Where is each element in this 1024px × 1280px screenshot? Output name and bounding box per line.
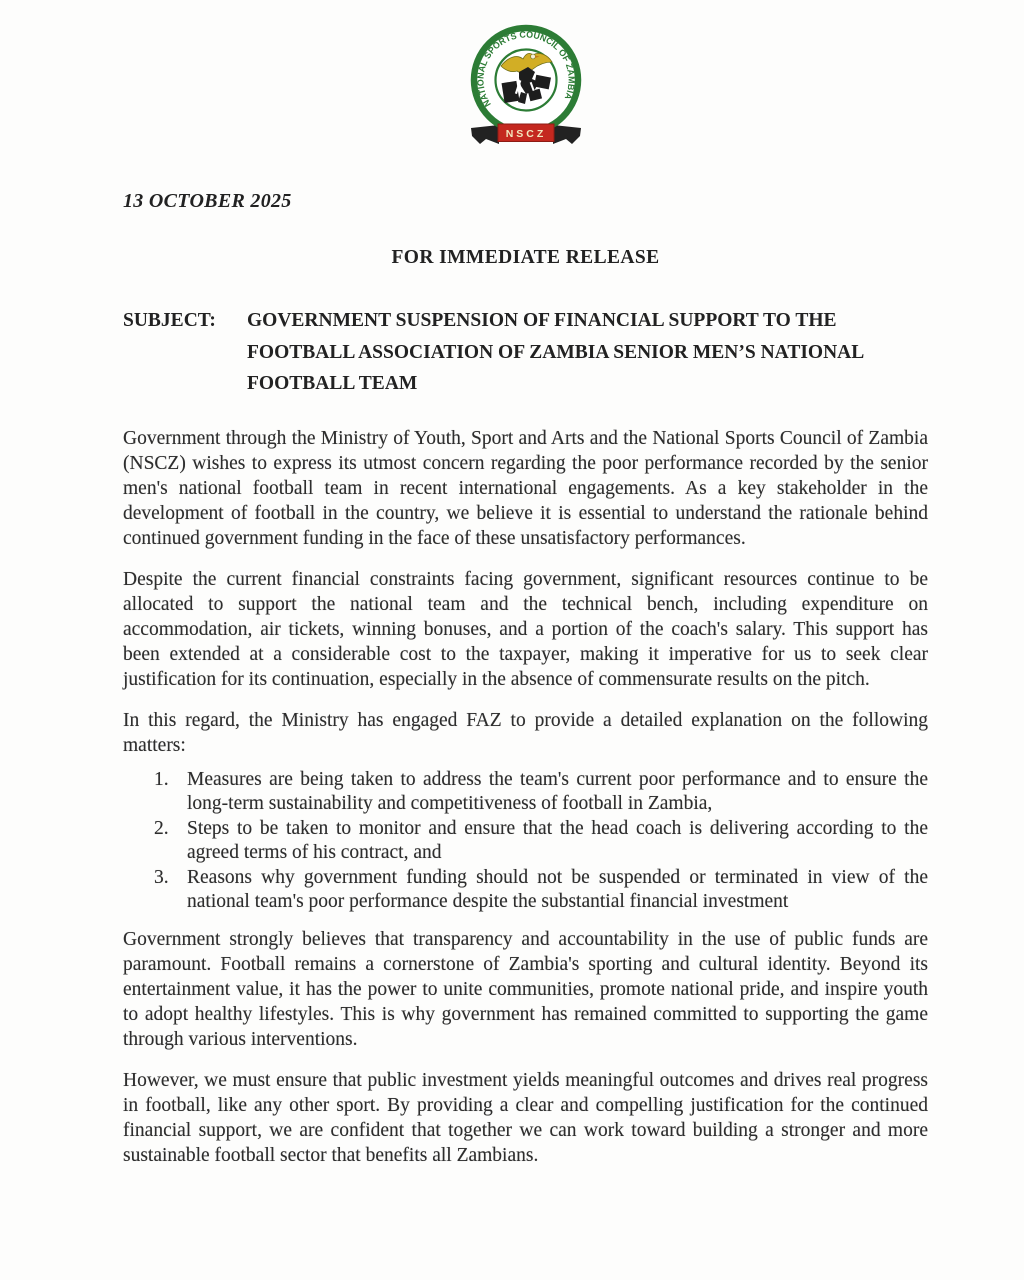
body-text <box>123 426 928 1168</box>
document-content <box>123 0 928 1168</box>
subject-label: SUBJECT: <box>123 310 216 331</box>
release-line: FOR IMMEDIATE RELEASE <box>391 247 660 268</box>
paragraph-2: Despite the current financial constraints facing government, significant resources continue to be allocated to support the national team and the technical bench, including expenditure on accommodation, air tickets, winning bonuses, and a portion of the coach's salary. This support has been extended at a considerable cost to the taxpayer, making it imperative for us to seek clear justification for its continuation, especially in the absence of commensurate results on the pitch. <box>123 568 928 690</box>
list-item-1: Measures are being taken to address the team's current poor performance and to ensure the long-term sustainability and competitiveness of football in Zambia, <box>187 768 928 814</box>
list-item-2: Steps to be taken to monitor and ensure that the head coach is delivering according to the agreed terms of his contract, and <box>187 817 928 863</box>
nscz-logo <box>123 24 928 150</box>
ribbon-left <box>471 125 499 144</box>
nscz-logo-emblem <box>451 24 601 154</box>
paragraph-4: However, we must ensure that public investment yields meaningful outcomes and drives real progress in football, like any other sport. By providing a clear and compelling justification for the continued financial support, we are confident that together we can work toward building a stronger and more sustainable football sector that benefits all Zambians. <box>123 1069 928 1166</box>
subject-block <box>123 305 928 400</box>
matters-list <box>123 768 928 915</box>
list-item-3: Reasons why government funding should not be suspended or terminated in view of the national team's poor performance despite the substantial financial investment <box>187 866 928 912</box>
logo-ring-text: NATIONAL SPORTS COUNCIL OF ZAMBIA <box>474 29 577 109</box>
release-date: 13 OCTOBER 2025 <box>123 190 292 212</box>
list-intro: In this regard, the Ministry has engaged FAZ to provide a detailed explanation on the following matters: <box>123 709 928 756</box>
ribbon-right <box>553 125 581 144</box>
banner-text: NSCZ <box>505 128 546 140</box>
paragraph-1: Government through the Ministry of Youth, Sport and Arts and the National Sports Council of Zambia (NSCZ) wishes to express its utmost concern regarding the poor performance recorded by the senior men's national football team in recent international engagements. As a key stakeholder in the development of football in the country, we believe it is essential to understand the rationale behind continued government funding in the face of these unsatisfactory performances. <box>123 427 928 549</box>
paragraph-3: Government strongly believes that transparency and accountability in the use of public funds are paramount. Football remains a cornerstone of Zambia's sporting and cultural identity. Beyond its entertainment value, it has the power to unite communities, promote national pride, and inspire youth to adopt healthy lifestyles. This is why government has remained committed to supporting the game through various interventions. <box>123 928 928 1050</box>
subject-text: GOVERNMENT SUSPENSION OF FINANCIAL SUPPORT TO THE FOOTBALL ASSOCIATION OF ZAMBIA SENIOR MEN’S NATIONAL FOOTBALL TEAM <box>247 310 864 394</box>
